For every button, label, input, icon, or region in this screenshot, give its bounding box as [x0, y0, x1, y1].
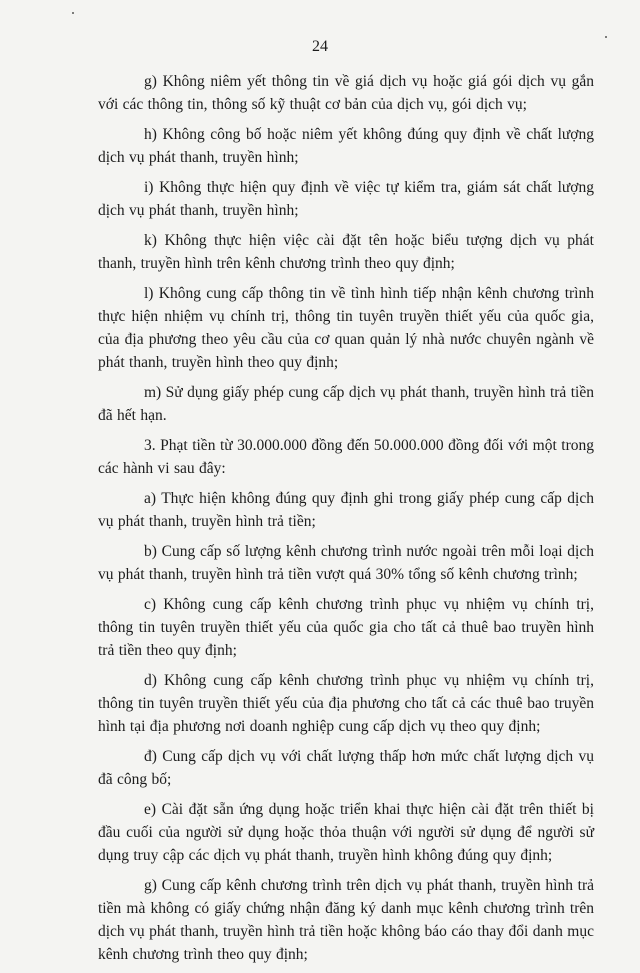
- paragraph: l) Không cung cấp thông tin về tình hình tiếp nhận kênh chương trình thực hiện nhiệm vụ chính trị, thông tin tuyên truyền thiết yếu của quốc gia, của địa phương theo yêu cầu của cơ quan quản lý nhà nước chuyên ngành về phát thanh, truyền hình theo quy định;: [98, 285, 594, 371]
- paragraph: 3. Phạt tiền từ 30.000.000 đồng đến 50.000.000 đồng đối với một trong các hành vi sau đây:: [98, 437, 594, 477]
- paragraph: h) Không công bố hoặc niêm yết không đúng quy định về chất lượng dịch vụ phát thanh, truyền hình;: [98, 126, 594, 166]
- paragraph: b) Cung cấp số lượng kênh chương trình nước ngoài trên mỗi loại dịch vụ phát thanh, truyền hình trả tiền vượt quá 30% tổng số kênh chương trình;: [98, 543, 594, 583]
- paragraph: m) Sử dụng giấy phép cung cấp dịch vụ phát thanh, truyền hình trả tiền đã hết hạn.: [98, 384, 594, 424]
- paragraph: g) Cung cấp kênh chương trình trên dịch vụ phát thanh, truyền hình trả tiền mà không có giấy chứng nhận đăng ký danh mục kênh chương trình trên dịch vụ phát thanh, truyền hình trả tiền hoặc không báo cáo thay đổi danh mục kênh chương trình theo quy định;: [98, 877, 594, 963]
- paragraph: i) Không thực hiện quy định về việc tự kiểm tra, giám sát chất lượng dịch vụ phát thanh, truyền hình;: [98, 179, 594, 219]
- scan-speck: [72, 12, 74, 14]
- paragraph: a) Thực hiện không đúng quy định ghi trong giấy phép cung cấp dịch vụ phát thanh, truyền hình trả tiền;: [98, 490, 594, 530]
- paragraph: d) Không cung cấp kênh chương trình phục vụ nhiệm vụ chính trị, thông tin tuyên truyền thiết yếu của địa phương cho tất cả các thuê bao truyền hình tại địa phương nơi doanh nghiệp cung cấp dịch vụ theo quy định;: [98, 672, 594, 735]
- paragraph: k) Không thực hiện việc cài đặt tên hoặc biểu tượng dịch vụ phát thanh, truyền hình trên kênh chương trình theo quy định;: [98, 232, 594, 272]
- page-number: 24: [312, 38, 328, 55]
- paragraph: g) Không niêm yết thông tin về giá dịch vụ hoặc giá gói dịch vụ gắn với các thông tin, thông số kỹ thuật cơ bản của dịch vụ, gói dịch vụ;: [98, 73, 594, 113]
- paragraph: c) Không cung cấp kênh chương trình phục vụ nhiệm vụ chính trị, thông tin tuyên truyền thiết yếu của quốc gia cho tất cả thuê bao truyền hình trả tiền theo quy định;: [98, 596, 594, 659]
- paragraph: e) Cài đặt sẵn ứng dụng hoặc triển khai thực hiện cài đặt trên thiết bị đầu cuối của người sử dụng hoặc thỏa thuận với người sử dụng để người sử dụng truy cập các dịch vụ phát thanh, truyền hình không đúng quy định;: [98, 801, 594, 864]
- document-body: [98, 70, 594, 973]
- paragraph: đ) Cung cấp dịch vụ với chất lượng thấp hơn mức chất lượng dịch vụ đã công bố;: [98, 748, 594, 788]
